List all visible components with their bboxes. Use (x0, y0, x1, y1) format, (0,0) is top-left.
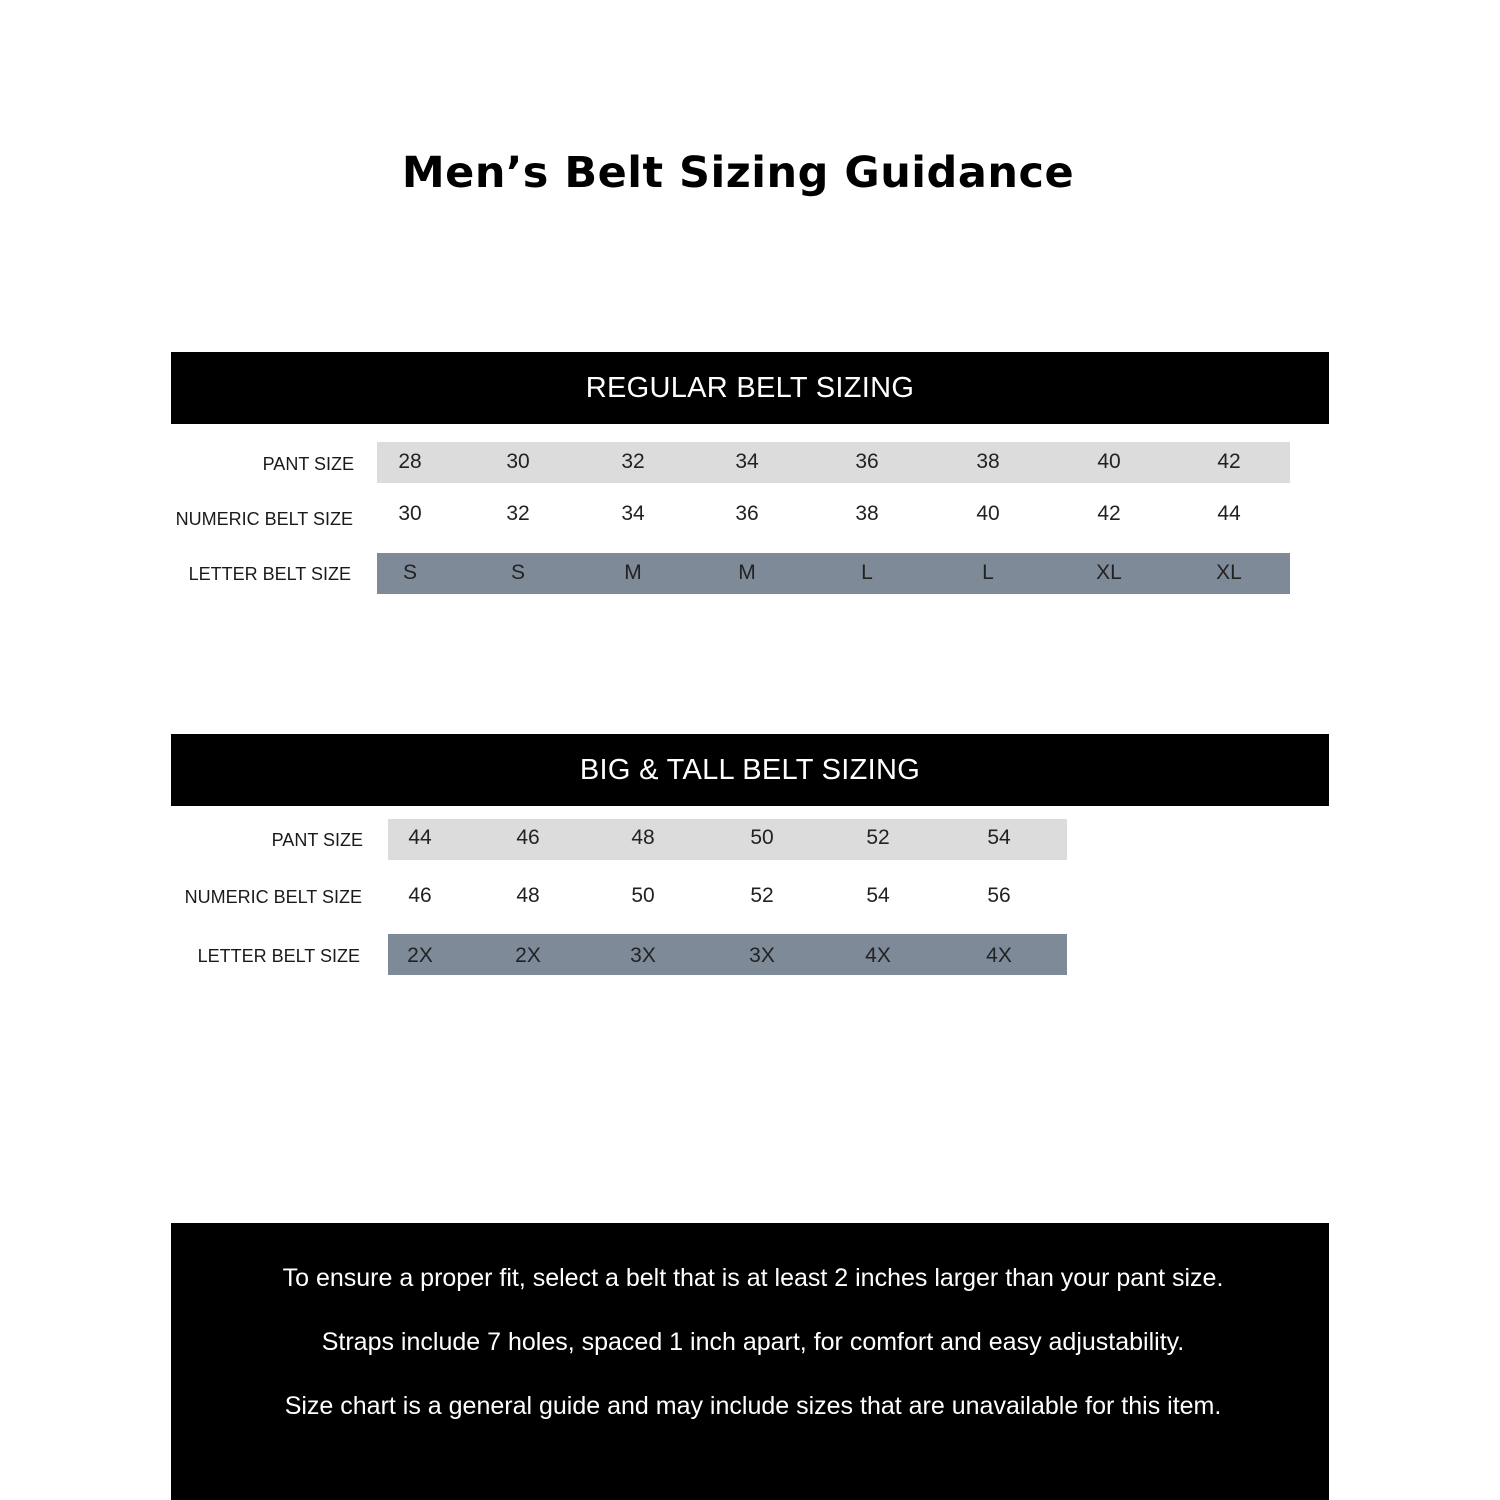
bigtall-numeric-belt-size-label: NUMERIC BELT SIZE (184, 887, 362, 907)
bigtall-numeric-cell: 46 (408, 884, 432, 907)
regular-letter-cell: M (738, 561, 756, 584)
regular-numeric-cell: 32 (506, 502, 530, 525)
regular-letter-cell: L (861, 561, 873, 584)
bigtall-numeric-cell: 56 (987, 884, 1011, 907)
fit-note: To ensure a proper fit, select a belt that is at least 2 inches larger than your pant size. (282, 1264, 1224, 1292)
regular-pant-cell: 38 (976, 450, 1000, 473)
regular-numeric-cell: 42 (1097, 502, 1121, 525)
regular-letter-cell: XL (1216, 561, 1242, 584)
regular-letter-belt-size-label: LETTER BELT SIZE (188, 564, 351, 584)
bigtall-letter-cell: 2X (407, 944, 433, 967)
bigtall-pant-cell: 46 (516, 826, 540, 849)
regular-pant-cell: 32 (621, 450, 645, 473)
bigtall-letter-cell: 4X (865, 944, 891, 967)
bigtall-letter-belt-size-label: LETTER BELT SIZE (197, 946, 360, 966)
regular-letter-cell: S (402, 561, 417, 584)
bigtall-letter-cell: 3X (749, 944, 775, 967)
regular-numeric-cell: 44 (1217, 502, 1241, 525)
bigtall-pant-cell: 54 (987, 826, 1011, 849)
regular-numeric-cell: 34 (621, 502, 645, 525)
regular-numeric-belt-size-label: NUMERIC BELT SIZE (175, 509, 353, 529)
regular-pant-cell: 42 (1217, 450, 1241, 473)
regular-numeric-cell: 38 (855, 502, 879, 525)
bigtall-pant-cell: 50 (750, 826, 774, 849)
bigtall-pant-cell: 48 (631, 826, 655, 849)
sizing-notes-box (171, 1223, 1329, 1500)
regular-numeric-cell: 36 (735, 502, 759, 525)
bigtall-letter-cell: 3X (630, 944, 656, 967)
straps-note: Straps include 7 holes, spaced 1 inch apart, for comfort and easy adjustability. (321, 1328, 1185, 1356)
regular-numeric-cell: 40 (976, 502, 1000, 525)
bigtall-pant-cell: 44 (408, 826, 432, 849)
bigtall-numeric-cell: 48 (516, 884, 540, 907)
regular-pant-size-label: PANT SIZE (262, 454, 354, 474)
regular-letter-cell: XL (1096, 561, 1122, 584)
regular-letter-cell: S (510, 561, 525, 584)
general-guide-note: Size chart is a general guide and may include sizes that are unavailable for this item. (284, 1392, 1222, 1420)
bigtall-letter-cell: 4X (986, 944, 1012, 967)
bigtall-numeric-cell: 50 (631, 884, 655, 907)
regular-pant-cell: 28 (398, 450, 422, 473)
regular-pant-cell: 30 (506, 450, 530, 473)
regular-pant-cell: 34 (735, 450, 759, 473)
page-title: Men’s Belt Sizing Guidance (401, 148, 1075, 198)
bigtall-section-header: BIG & TALL BELT SIZING (171, 734, 1329, 806)
regular-numeric-cell: 30 (398, 502, 422, 525)
regular-section-header: REGULAR BELT SIZING (171, 352, 1329, 424)
bigtall-pant-size-label: PANT SIZE (271, 830, 363, 850)
bigtall-pant-cell: 52 (866, 826, 890, 849)
regular-letter-cell: L (982, 561, 994, 584)
regular-pant-cell: 36 (855, 450, 879, 473)
regular-letter-cell: M (624, 561, 642, 584)
bigtall-numeric-cell: 52 (750, 884, 774, 907)
bigtall-letter-cell: 2X (515, 944, 541, 967)
bigtall-numeric-cell: 54 (866, 884, 890, 907)
regular-pant-cell: 40 (1097, 450, 1121, 473)
